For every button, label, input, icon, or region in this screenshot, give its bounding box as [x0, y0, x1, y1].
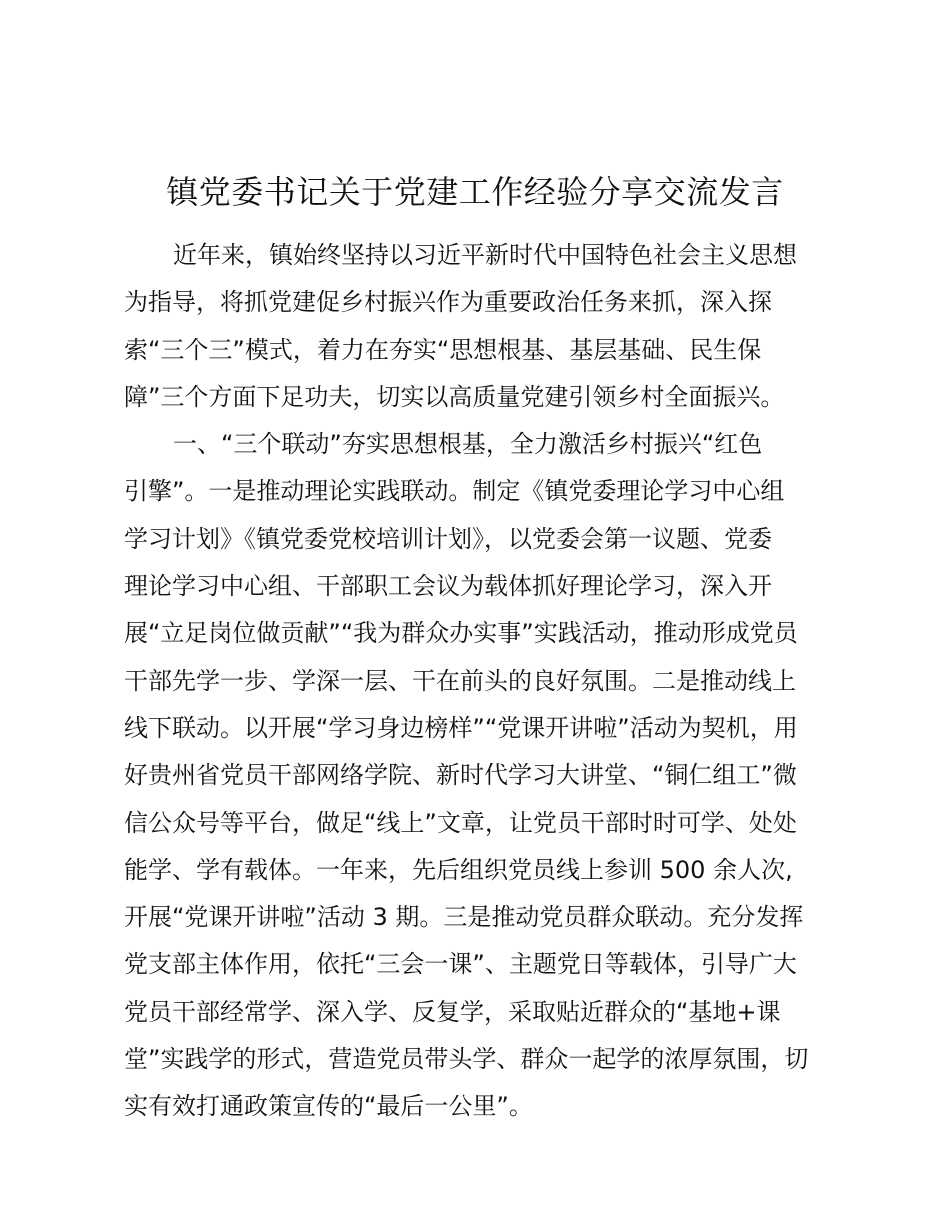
document-title: 镇党委书记关于党建工作经验分享交流发言 [166, 173, 784, 211]
paragraph-2-line-13: 党员干部经常学、深入学、反复学，采取贴近群众的“基地+课 [124, 997, 781, 1026]
paragraph-1-line-3: 索“三个三”模式，着力在夯实“思想根基、基层基础、民生保 [124, 335, 762, 364]
paragraph-2-line-1: 一、“三个联动”夯实思想根基，全力激活乡村振兴“红色 [173, 430, 763, 459]
paragraph-2-line-7: 线下联动。以开展“学习身边榜样”“党课开讲啦”活动为契机，用 [124, 713, 798, 742]
paragraph-2-line-3: 学习计划》《镇党委党校培训计划》，以党委会第一议题、党委 [124, 524, 772, 553]
paragraph-2-line-2: 引擎”。一是推动理论实践联动。制定《镇党委理论学习中心组 [124, 477, 785, 506]
paragraph-2-line-9: 信公众号等平台，做足“线上”文章，让党员干部时时可学、处处 [124, 808, 797, 837]
paragraph-2-line-8: 好贵州省党员干部网络学院、新时代学习大讲堂、“铜仁组工”微 [124, 761, 797, 790]
paragraph-2-line-11: 开展“党课开讲啦”活动 3 期。三是推动党员群众联动。充分发挥 [124, 903, 804, 932]
paragraph-2-line-5: 展“立足岗位做贡献”“我为群众办实事”实践活动，推动形成党员 [124, 619, 798, 648]
document-body [124, 232, 834, 1131]
paragraph-2-line-12: 党支部主体作用，依托“三会一课”、主题党日等载体，引导广大 [124, 950, 797, 979]
paragraph-1-line-2: 为指导，将抓党建促乡村振兴作为重要政治任务来抓，深入探 [124, 288, 772, 317]
paragraph-2-line-6: 干部先学一步、学深一层、干在前头的良好氛围。二是推动线上 [124, 666, 796, 695]
paragraph-2-line-10: 能学、学有载体。一年来，先后组织党员线上参训 500 余人次, [124, 855, 793, 884]
paragraph-2-line-14: 堂”实践学的形式，营造党员带头学、群众一起学的浓厚氛围，切 [124, 1045, 809, 1074]
paragraph-2-line-4: 理论学习中心组、干部职工会议为载体抓好理论学习，深入开 [124, 572, 772, 601]
paragraph-1-line-4: 障”三个方面下足功夫，切实以高质量党建引领乡村全面振兴。 [124, 382, 785, 411]
paragraph-2-line-15: 实有效打通政策宣传的“最后一公里”。 [124, 1092, 533, 1121]
paragraph-1-line-1: 近年来，镇始终坚持以习近平新时代中国特色社会主义思想 [173, 241, 797, 269]
